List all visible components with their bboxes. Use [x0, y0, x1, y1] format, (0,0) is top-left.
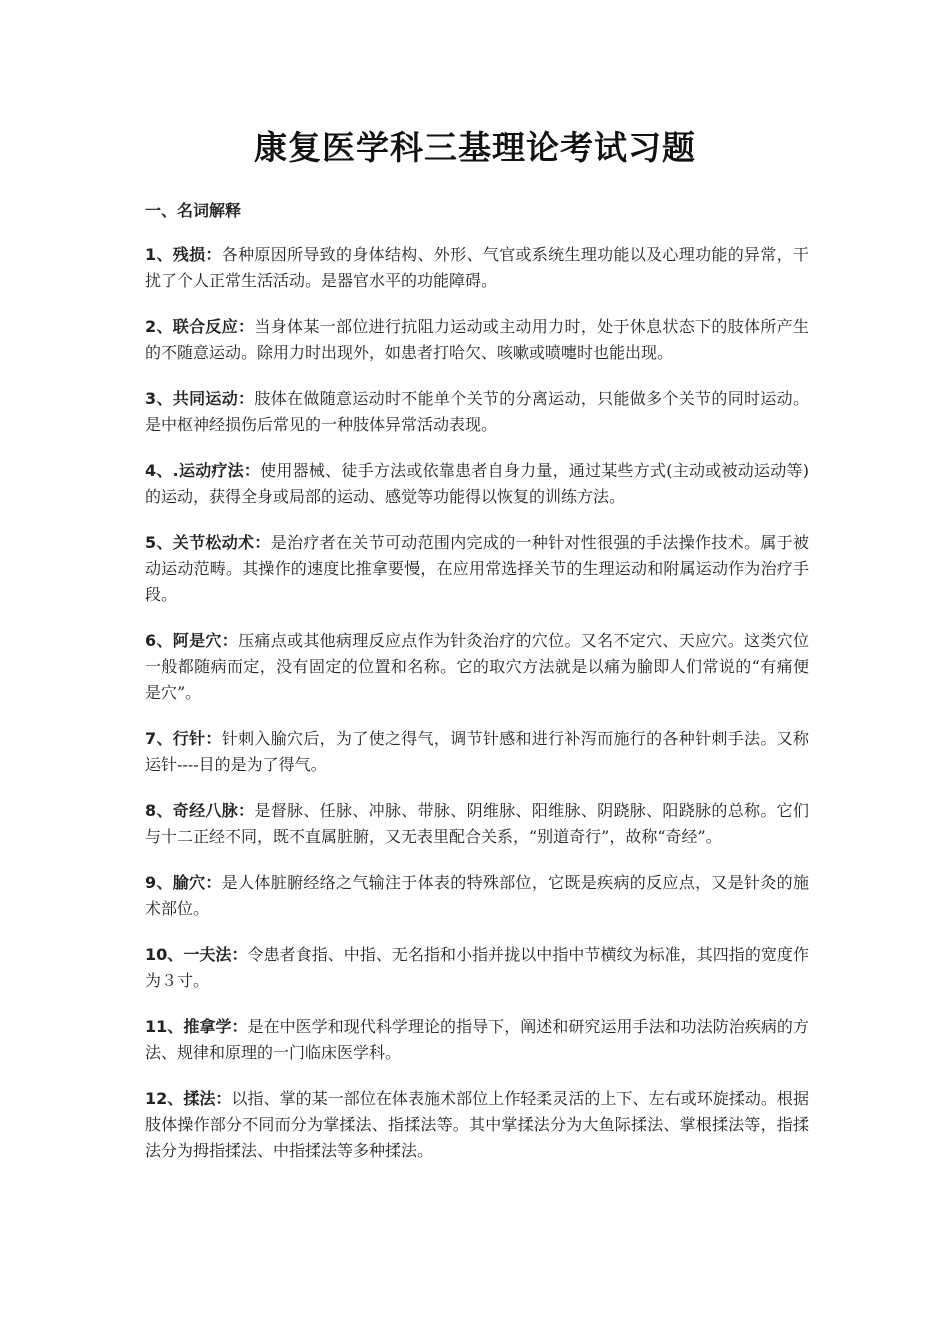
definition-term: 1、残损： — [145, 245, 222, 264]
definition-item — [145, 798, 809, 850]
definition-text: 是在中医学和现代科学理论的指导下，阐述和研究运用手法和功法防治疾病的方法、规律和原理的一门临床医学科。 — [145, 1017, 809, 1062]
definition-text: 使用器械、徒手方法或依靠患者自身力量，通过某些方式(主动或被动运动等)的运动，获得全身或局部的运动、感觉等功能得以恢复的训练方法。 — [145, 461, 809, 506]
definition-text: 是人体脏腑经络之气输注于体表的特殊部位，它既是疾病的反应点，又是针灸的施术部位。 — [145, 873, 809, 918]
section-heading: 一、名词解释 — [145, 201, 242, 220]
definition-item — [145, 628, 809, 706]
definition-text: 肢体在做随意运动时不能单个关节的分离运动，只能做多个关节的同时运动。是中枢神经损伤后常见的一种肢体异常活动表现。 — [145, 389, 809, 434]
definition-term: 2、联合反应： — [145, 317, 255, 336]
definition-item — [145, 458, 809, 510]
definition-item — [145, 870, 809, 922]
definition-text: 是治疗者在关节可动范围内完成的一种针对性很强的手法操作技术。属于被动运动范畴。其操作的速度比推拿要慢，在应用常选择关节的生理运动和附属运动作为治疗手段。 — [145, 533, 809, 604]
definition-item — [145, 386, 809, 438]
definition-text: 令患者食指、中指、无名指和小指并拢以中指中节横纹为标准，其四指的宽度作为３寸。 — [145, 945, 809, 990]
definition-term: 3、共同运动： — [145, 389, 255, 408]
definition-text: 当身体某一部位进行抗阻力运动或主动用力时，处于休息状态下的肢体所产生的不随意运动。除用力时出现外，如患者打哈欠、咳嗽或喷嚏时也能出现。 — [145, 317, 809, 362]
definition-term: 4、.运动疗法： — [145, 461, 261, 480]
definition-text: 针刺入腧穴后，为了使之得气，调节针感和进行补泻而施行的各种针刺手法。又称运针----目的是为了得气。 — [145, 729, 809, 774]
definition-term: 9、腧穴： — [145, 873, 222, 892]
definition-term: 8、奇经八脉： — [145, 801, 255, 820]
definition-item — [145, 314, 809, 366]
definition-item — [145, 1086, 809, 1164]
definition-term: 5、关节松动术： — [145, 533, 271, 552]
definition-item — [145, 530, 809, 608]
definition-text: 各种原因所导致的身体结构、外形、气官或系统生理功能以及心理功能的异常，干扰了个人正常生活活动。是器官水平的功能障碍。 — [145, 245, 809, 290]
definition-text: 是督脉、任脉、冲脉、带脉、阴维脉、阳维脉、阴跷脉、阳跷脉的总称。它们与十二正经不同，既不直属脏腑，又无表里配合关系，“别道奇行”，故称“奇经”。 — [145, 801, 809, 846]
definition-item — [145, 1014, 809, 1066]
definition-term: 12、揉法： — [145, 1089, 232, 1108]
definition-text: 以指、掌的某一部位在体表施术部位上作轻柔灵活的上下、左右或环旋揉动。根据肢体操作部分不同而分为掌揉法、指揉法等。其中掌揉法分为大鱼际揉法、掌根揉法等，指揉法分为拇指揉法、中指揉法等多种揉法。 — [145, 1089, 809, 1160]
definition-item — [145, 942, 809, 994]
definition-term: 10、一夫法： — [145, 945, 248, 964]
definition-list — [145, 242, 809, 1184]
definition-text: 压痛点或其他病理反应点作为针灸治疗的穴位。又名不定穴、天应穴。这类穴位一般都随病而定，没有固定的位置和名称。它的取穴方法就是以痛为腧即人们常说的“有痛便是穴”。 — [145, 631, 809, 702]
definition-term: 11、推拿学： — [145, 1017, 248, 1036]
page-title: 康复医学科三基理论考试习题 — [254, 128, 696, 167]
definition-item — [145, 242, 809, 294]
definition-term: 6、阿是穴： — [145, 631, 239, 650]
definition-term: 7、行针： — [145, 729, 222, 748]
definition-item — [145, 726, 809, 778]
